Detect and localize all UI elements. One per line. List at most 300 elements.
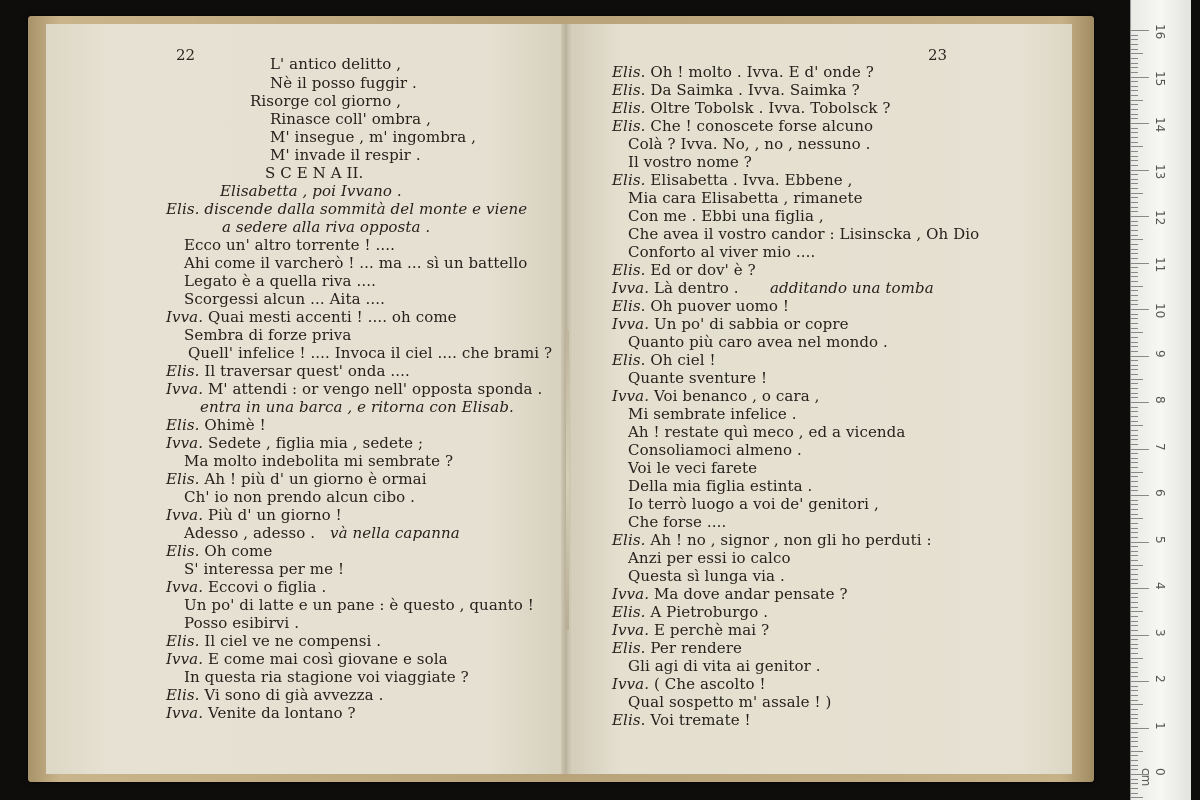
ruler-tick bbox=[1131, 253, 1138, 254]
line-text: Gli agi di vita ai genitor . bbox=[628, 657, 821, 675]
line-text: Ch' io non prendo alcun cibo . bbox=[184, 488, 416, 506]
text-line bbox=[628, 208, 824, 225]
ruler-tick bbox=[1131, 165, 1138, 166]
line-text: Quanto più caro avea nel mondo . bbox=[628, 333, 888, 351]
line-text: Voi le veci farete bbox=[628, 459, 758, 477]
line-text: Questa sì lunga via . bbox=[628, 567, 785, 585]
line-text: Elisabetta , poi Ivvano . bbox=[220, 182, 402, 200]
line-text: Che avea il vostro candor : Lisinscka , Oh Dio bbox=[628, 225, 980, 243]
ruler-tick bbox=[1131, 667, 1138, 668]
text-line bbox=[184, 489, 415, 506]
speaker-name: Elis. bbox=[166, 416, 200, 434]
line-text: Mia cara Elisabetta , rimanete bbox=[628, 189, 863, 207]
speaker-name: Ivva. bbox=[166, 704, 204, 722]
page-number-right: 23 bbox=[928, 46, 948, 64]
ruler-tick bbox=[1131, 132, 1138, 133]
text-line bbox=[200, 399, 514, 416]
line-text: Sembra di forze priva bbox=[184, 326, 352, 344]
text-line bbox=[166, 435, 423, 452]
ruler-tick bbox=[1131, 346, 1138, 347]
line-text: Per rendere bbox=[645, 639, 742, 657]
ruler-label: 9 bbox=[1153, 349, 1167, 358]
ruler-tick bbox=[1131, 611, 1143, 612]
ruler-tick bbox=[1131, 565, 1143, 566]
ruler-tick bbox=[1131, 760, 1138, 761]
line-text: additando una tomba bbox=[770, 279, 934, 297]
line-text: Oh puover uomo ! bbox=[645, 297, 790, 315]
text-line bbox=[628, 568, 785, 585]
speaker-name: Ivva. bbox=[166, 578, 204, 596]
text-line bbox=[628, 694, 831, 711]
line-text: entra in una barca , e ritorna con Elisab. bbox=[200, 398, 514, 416]
text-line bbox=[612, 100, 891, 117]
line-text: Risorge col giorno , bbox=[250, 92, 402, 110]
text-line bbox=[628, 550, 791, 567]
text-line bbox=[184, 255, 527, 272]
ruler-tick bbox=[1131, 272, 1138, 273]
line-text: Posso esibirvi . bbox=[184, 614, 300, 632]
ruler-label: 12 bbox=[1153, 210, 1167, 226]
speaker-name: Elis. bbox=[166, 470, 200, 488]
text-line bbox=[166, 687, 383, 704]
speaker-name: Ivva. bbox=[166, 308, 204, 326]
ruler-tick bbox=[1131, 318, 1138, 319]
text-line bbox=[270, 147, 421, 164]
line-text: discende dalla sommità del monte e viene bbox=[199, 200, 528, 218]
ruler-tick bbox=[1131, 700, 1138, 701]
ruler-tick bbox=[1131, 421, 1138, 422]
ruler-tick bbox=[1131, 788, 1138, 789]
text-line bbox=[628, 658, 821, 675]
ruler-label: 3 bbox=[1153, 628, 1167, 637]
ruler-tick bbox=[1131, 411, 1138, 412]
speaker-name: Elis. bbox=[166, 362, 200, 380]
ruler-label: 6 bbox=[1153, 489, 1167, 497]
line-text: và nella capanna bbox=[330, 524, 460, 542]
ruler-tick bbox=[1131, 481, 1138, 482]
ruler-tick bbox=[1131, 63, 1138, 64]
ruler-tick bbox=[1131, 53, 1143, 54]
ruler-tick bbox=[1131, 737, 1138, 738]
line-text: Là dentro . bbox=[649, 279, 739, 297]
ruler-tick bbox=[1131, 644, 1138, 645]
ruler-tick bbox=[1131, 676, 1138, 677]
speaker-name: Elis. bbox=[612, 531, 646, 549]
speaker-name: Elis. bbox=[612, 297, 646, 315]
text-line bbox=[270, 56, 401, 73]
text-line bbox=[612, 604, 768, 621]
ruler-tick bbox=[1131, 286, 1143, 287]
ruler-label: 14 bbox=[1153, 117, 1167, 133]
ruler-tick bbox=[1131, 342, 1138, 343]
text-line bbox=[166, 579, 326, 596]
ruler-tick bbox=[1131, 244, 1138, 245]
ruler-label: 11 bbox=[1153, 256, 1167, 272]
ruler-tick bbox=[1131, 723, 1138, 724]
ruler-tick bbox=[1131, 137, 1138, 138]
ruler-tick bbox=[1131, 523, 1138, 524]
measurement-ruler bbox=[1130, 0, 1191, 800]
text-line bbox=[166, 543, 272, 560]
text-line bbox=[612, 388, 819, 405]
ruler-tick bbox=[1131, 444, 1138, 445]
ruler-tick bbox=[1131, 309, 1149, 310]
ruler-tick bbox=[1131, 146, 1143, 147]
page-number-left: 22 bbox=[176, 46, 196, 64]
text-line bbox=[166, 309, 457, 326]
line-text: Ma dove andar pensate ? bbox=[649, 585, 848, 603]
line-text: Venite da lontano ? bbox=[203, 704, 356, 722]
text-line bbox=[222, 219, 430, 236]
ruler-tick bbox=[1131, 86, 1138, 87]
text-line bbox=[628, 244, 815, 261]
ruler-tick bbox=[1131, 388, 1138, 389]
ruler-tick bbox=[1131, 356, 1149, 357]
ruler-tick bbox=[1131, 769, 1138, 770]
ruler-tick bbox=[1131, 360, 1138, 361]
text-line bbox=[166, 381, 542, 398]
ruler-tick bbox=[1131, 118, 1138, 119]
ruler-tick bbox=[1131, 193, 1143, 194]
text-line bbox=[770, 280, 934, 297]
ruler-tick bbox=[1131, 216, 1149, 217]
line-text: Ohimè ! bbox=[199, 416, 266, 434]
speaker-name: Elis. bbox=[166, 686, 200, 704]
speaker-name: Elis. bbox=[612, 261, 646, 279]
line-text: Oh come bbox=[199, 542, 273, 560]
ruler-tick bbox=[1131, 681, 1149, 682]
ruler-tick bbox=[1131, 597, 1138, 598]
ruler-tick bbox=[1131, 44, 1138, 45]
line-text: M' invade il respir . bbox=[270, 146, 421, 164]
ruler-tick bbox=[1131, 249, 1138, 250]
text-line bbox=[628, 424, 905, 441]
ruler-tick bbox=[1131, 714, 1138, 715]
line-text: Il vostro nome ? bbox=[628, 153, 752, 171]
ruler-tick bbox=[1131, 351, 1138, 352]
speaker-name: Elis. bbox=[612, 351, 646, 369]
line-text: Quante sventure ! bbox=[628, 369, 768, 387]
ruler-tick bbox=[1131, 49, 1138, 50]
ruler-tick bbox=[1131, 793, 1138, 794]
line-text: S' interessa per me ! bbox=[184, 560, 345, 578]
ruler-tick bbox=[1131, 314, 1138, 315]
ruler-tick bbox=[1131, 542, 1149, 543]
text-line bbox=[612, 532, 932, 549]
ruler-tick bbox=[1131, 755, 1138, 756]
line-text: Con me . Ebbi una figlia , bbox=[628, 207, 824, 225]
ruler-tick bbox=[1131, 635, 1149, 636]
ruler-tick bbox=[1131, 211, 1138, 212]
text-line bbox=[188, 345, 552, 362]
ruler-tick bbox=[1131, 304, 1138, 305]
ruler-tick bbox=[1131, 235, 1138, 236]
ruler-tick bbox=[1131, 109, 1138, 110]
line-text: Il traversar quest' onda .... bbox=[199, 362, 410, 380]
text-line bbox=[270, 75, 417, 92]
ruler-tick bbox=[1131, 263, 1149, 264]
line-text: Ecco un' altro torrente ! .... bbox=[184, 236, 395, 254]
speaker-name: Elis. bbox=[612, 81, 646, 99]
line-text: Ah ! restate quì meco , ed a vicenda bbox=[628, 423, 906, 441]
ruler-tick bbox=[1131, 621, 1138, 622]
ruler-tick bbox=[1131, 230, 1138, 231]
ruler-tick bbox=[1131, 718, 1138, 719]
line-text: Voi tremate ! bbox=[645, 711, 751, 729]
ruler-tick bbox=[1131, 39, 1138, 40]
text-line bbox=[628, 334, 888, 351]
speaker-name: Elis. bbox=[166, 632, 200, 650]
line-text: E perchè mai ? bbox=[649, 621, 770, 639]
speaker-name: Ivva. bbox=[612, 675, 650, 693]
line-text: Qual sospetto m' assale ! ) bbox=[628, 693, 832, 711]
ruler-tick bbox=[1131, 332, 1143, 333]
ruler-tick bbox=[1131, 142, 1138, 143]
ruler-tick bbox=[1131, 328, 1138, 329]
speaker-name: Ivva. bbox=[612, 585, 650, 603]
line-text: Quell' infelice ! .... Invoca il ciel .... che brami ? bbox=[188, 344, 553, 362]
text-line bbox=[612, 712, 751, 729]
ruler-tick bbox=[1131, 495, 1149, 496]
ruler-tick bbox=[1131, 686, 1138, 687]
line-text: Consoliamoci almeno . bbox=[628, 441, 802, 459]
ruler-tick bbox=[1131, 439, 1138, 440]
text-line bbox=[330, 525, 460, 542]
line-text: Conforto al viver mio .... bbox=[628, 243, 816, 261]
ruler-tick bbox=[1131, 704, 1143, 705]
ruler-tick bbox=[1131, 453, 1138, 454]
ruler-tick bbox=[1131, 514, 1138, 515]
ruler-tick bbox=[1131, 625, 1138, 626]
ruler-label: 2 bbox=[1153, 675, 1167, 683]
ruler-tick bbox=[1131, 551, 1138, 552]
ruler-tick bbox=[1131, 114, 1138, 115]
line-text: Legato è a quella riva .... bbox=[184, 272, 376, 290]
ruler-tick bbox=[1131, 658, 1143, 659]
ruler-tick bbox=[1131, 30, 1149, 31]
text-line bbox=[612, 64, 874, 81]
text-line bbox=[184, 237, 395, 254]
ruler-label: 10 bbox=[1153, 303, 1167, 319]
ruler-tick bbox=[1131, 583, 1138, 584]
text-line bbox=[628, 190, 863, 207]
ruler-tick bbox=[1131, 518, 1143, 519]
text-line bbox=[628, 496, 879, 513]
text-line bbox=[628, 226, 979, 243]
speaker-name: Ivva. bbox=[612, 315, 650, 333]
text-line bbox=[612, 352, 716, 369]
ruler-label: 8 bbox=[1153, 396, 1167, 404]
speaker-name: Elis. bbox=[612, 603, 646, 621]
ruler-tick bbox=[1131, 783, 1138, 784]
text-line bbox=[166, 471, 427, 488]
speaker-name: Ivva. bbox=[612, 621, 650, 639]
ruler-tick bbox=[1131, 156, 1138, 157]
line-text: ( Che ascolto ! bbox=[649, 675, 766, 693]
text-line bbox=[612, 262, 756, 279]
text-line bbox=[184, 273, 376, 290]
ruler-tick bbox=[1131, 435, 1138, 436]
ruler-tick bbox=[1131, 95, 1138, 96]
line-text: Elisabetta . Ivva. Ebbene , bbox=[645, 171, 853, 189]
ruler-label: 4 bbox=[1153, 582, 1167, 590]
line-text: Nè il posso fuggir . bbox=[270, 74, 417, 92]
speaker-name: Elis. bbox=[612, 639, 646, 657]
ruler-tick bbox=[1131, 267, 1138, 268]
ruler-tick bbox=[1131, 728, 1149, 729]
line-text: Sedete , figlia mia , sedete ; bbox=[203, 434, 424, 452]
ruler-tick bbox=[1131, 188, 1138, 189]
line-text: Adesso , adesso . bbox=[184, 524, 316, 542]
line-text: Più d' un giorno ! bbox=[203, 506, 342, 524]
text-line bbox=[612, 172, 853, 189]
speaker-name: Elis. bbox=[612, 171, 646, 189]
ruler-label: 13 bbox=[1153, 163, 1167, 179]
ruler-label: 16 bbox=[1153, 24, 1167, 40]
ruler-tick bbox=[1131, 630, 1138, 631]
ruler-tick bbox=[1131, 402, 1149, 403]
speaker-name: Ivva. bbox=[612, 279, 650, 297]
ruler-tick bbox=[1131, 746, 1138, 747]
ruler-tick bbox=[1131, 662, 1138, 663]
ruler-label: 1 bbox=[1153, 721, 1167, 730]
text-line bbox=[166, 507, 342, 524]
line-text: Colà ? Ivva. No, , no , nessuno . bbox=[628, 135, 871, 153]
ruler-tick bbox=[1131, 281, 1138, 282]
ruler-tick bbox=[1131, 690, 1138, 691]
text-line bbox=[250, 93, 401, 110]
line-text: Io terrò luogo a voi de' genitori , bbox=[628, 495, 879, 513]
text-line bbox=[628, 478, 812, 495]
ruler-tick bbox=[1131, 537, 1138, 538]
text-line bbox=[265, 165, 363, 182]
line-text: Oltre Tobolsk . Ivva. Tobolsck ? bbox=[645, 99, 891, 117]
ruler-tick bbox=[1131, 653, 1138, 654]
ruler-tick bbox=[1131, 648, 1138, 649]
text-line bbox=[166, 201, 527, 218]
ruler-tick bbox=[1131, 397, 1138, 398]
ruler-tick bbox=[1131, 323, 1138, 324]
line-text: Un po' di latte e un pane : è questo , quanto ! bbox=[184, 596, 534, 614]
ruler-tick bbox=[1131, 337, 1138, 338]
ruler-tick bbox=[1131, 290, 1138, 291]
ruler-tick bbox=[1131, 741, 1138, 742]
speaker-name: Ivva. bbox=[166, 380, 204, 398]
line-text: E come mai così giovane e sola bbox=[203, 650, 448, 668]
line-text: Voi benanco , o cara , bbox=[649, 387, 820, 405]
line-text: Ed or dov' è ? bbox=[645, 261, 756, 279]
ruler-tick bbox=[1131, 365, 1138, 366]
ruler-tick bbox=[1131, 202, 1138, 203]
text-line bbox=[166, 363, 410, 380]
ruler-tick bbox=[1131, 151, 1138, 152]
speaker-name: Ivva. bbox=[166, 650, 204, 668]
ruler-tick bbox=[1131, 183, 1138, 184]
speaker-name: Elis. bbox=[612, 117, 646, 135]
ruler-tick bbox=[1131, 276, 1138, 277]
ruler-tick bbox=[1131, 458, 1138, 459]
line-text: S C E N A II. bbox=[265, 164, 364, 182]
ruler-tick bbox=[1131, 751, 1143, 752]
ruler-tick bbox=[1131, 407, 1138, 408]
ruler-tick bbox=[1131, 639, 1138, 640]
ruler-tick bbox=[1131, 560, 1138, 561]
ruler-tick bbox=[1131, 709, 1138, 710]
text-line bbox=[628, 136, 871, 153]
ruler-tick bbox=[1131, 160, 1138, 161]
ruler-tick bbox=[1131, 379, 1143, 380]
line-text: Anzi per essi io calco bbox=[628, 549, 791, 567]
ruler-tick bbox=[1131, 593, 1138, 594]
line-text: Vi sono di già avvezza . bbox=[199, 686, 384, 704]
ruler-tick bbox=[1131, 472, 1143, 473]
ruler-tick bbox=[1131, 295, 1138, 296]
ruler-tick bbox=[1131, 574, 1138, 575]
ruler-label: 0 cm bbox=[1139, 768, 1167, 787]
line-text: a sedere alla riva opposta . bbox=[222, 218, 431, 236]
text-line bbox=[612, 118, 873, 135]
ruler-tick bbox=[1131, 602, 1138, 603]
ruler-tick bbox=[1131, 765, 1138, 766]
line-text: Il ciel ve ne compensi . bbox=[199, 632, 382, 650]
ruler-tick bbox=[1131, 425, 1143, 426]
ruler-tick bbox=[1131, 500, 1138, 501]
text-line bbox=[628, 460, 757, 477]
ruler-tick bbox=[1131, 67, 1138, 68]
text-line bbox=[184, 597, 534, 614]
ruler-tick bbox=[1131, 383, 1138, 384]
text-line bbox=[220, 183, 402, 200]
line-text: M' attendi : or vengo nell' opposta sponda . bbox=[203, 380, 543, 398]
ruler-tick bbox=[1131, 81, 1138, 82]
speaker-name: Elis. bbox=[612, 63, 646, 81]
text-line bbox=[184, 453, 453, 470]
ruler-tick bbox=[1131, 449, 1149, 450]
speaker-name: Ivva. bbox=[612, 387, 650, 405]
ruler-tick bbox=[1131, 532, 1138, 533]
line-text: Ahi come il varcherò ! ... ma ... sì un battello bbox=[184, 254, 528, 272]
line-text: Rinasce coll' ombra , bbox=[270, 110, 431, 128]
text-line bbox=[612, 586, 848, 603]
text-line bbox=[612, 280, 739, 297]
speaker-name: Elis. bbox=[166, 200, 200, 218]
ruler-tick bbox=[1131, 35, 1138, 36]
ruler-tick bbox=[1131, 369, 1138, 370]
text-line bbox=[628, 514, 726, 531]
line-text: Eccovi o figlia . bbox=[203, 578, 327, 596]
ruler-tick bbox=[1131, 476, 1138, 477]
line-text: Oh ! molto . Ivva. E d' onde ? bbox=[645, 63, 874, 81]
text-line bbox=[184, 291, 385, 308]
ruler-tick bbox=[1131, 732, 1138, 733]
ruler-tick bbox=[1131, 72, 1138, 73]
text-line bbox=[628, 406, 797, 423]
text-line bbox=[184, 669, 469, 686]
ruler-tick bbox=[1131, 197, 1138, 198]
line-text: M' insegue , m' ingombra , bbox=[270, 128, 477, 146]
ruler-tick bbox=[1131, 779, 1138, 780]
line-text: Quai mesti accenti ! .... oh come bbox=[203, 308, 457, 326]
text-line bbox=[270, 111, 431, 128]
ruler-tick bbox=[1131, 179, 1138, 180]
ruler-label: 15 bbox=[1153, 70, 1167, 86]
ruler-tick bbox=[1131, 546, 1138, 547]
ruler-tick bbox=[1131, 58, 1138, 59]
line-text: Ma molto indebolita mi sembrate ? bbox=[184, 452, 454, 470]
speaker-name: Ivva. bbox=[166, 434, 204, 452]
ruler-tick bbox=[1131, 258, 1138, 259]
ruler-tick bbox=[1131, 416, 1138, 417]
